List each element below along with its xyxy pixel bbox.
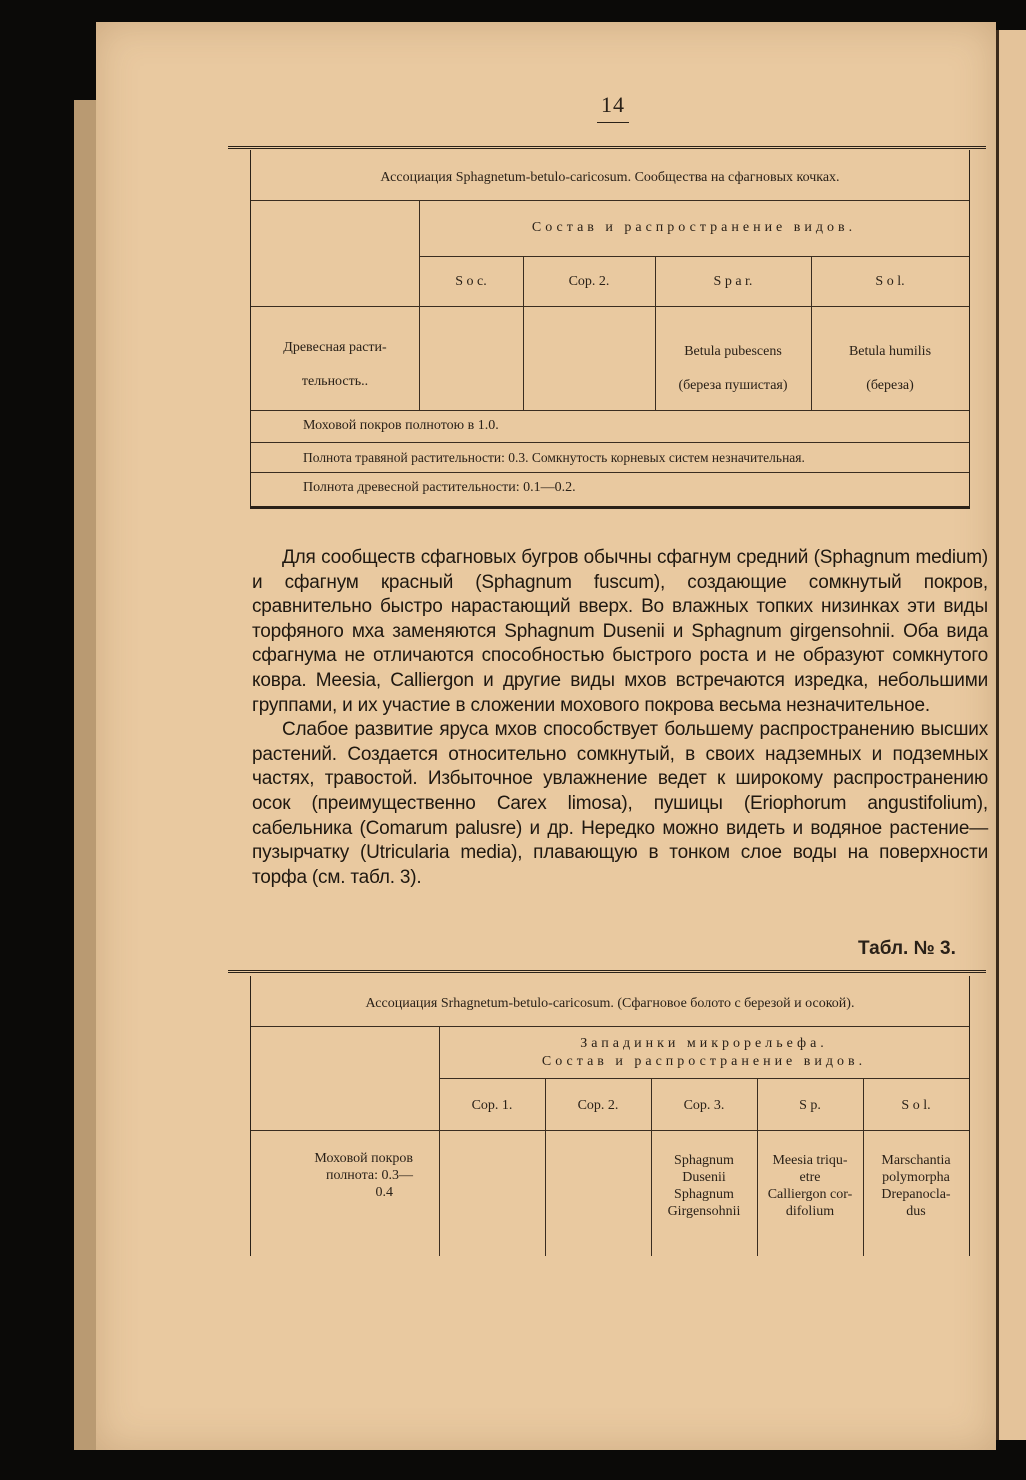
table1-rule bbox=[251, 200, 969, 201]
table1-rule bbox=[251, 442, 969, 443]
table2-group-header-line2: Состав и распространение видов. bbox=[541, 1054, 867, 1069]
table2-rule bbox=[251, 1026, 969, 1027]
table1-caption: Ассоциация Sphagnetum-betulo-caricosum. Сообщества на сфагновых кочках. bbox=[380, 170, 840, 185]
table2 bbox=[250, 976, 970, 1256]
table2-sol-cell bbox=[863, 1152, 969, 1220]
table2-sol-line: polymorpha bbox=[882, 1170, 950, 1185]
table1-row-label-line2: тельность.. bbox=[301, 374, 369, 389]
table2-cop3-cell bbox=[651, 1152, 757, 1220]
table1-group-header: Состав и распространение видов. bbox=[531, 220, 857, 235]
table1-rule bbox=[251, 410, 969, 411]
table2-rule bbox=[439, 1078, 969, 1079]
table2-caption: Ассоциация Srhagnetum-betulo-caricosum. (Сфагновое болото с березой и осокой). bbox=[365, 996, 855, 1011]
table2-top-rule bbox=[228, 970, 986, 973]
table1-note-moss: Моховой покров полнотою в 1.0. bbox=[303, 418, 499, 433]
page-number: 14 bbox=[597, 92, 629, 123]
table1-spar-line1: Betula pubescens bbox=[684, 344, 782, 359]
table1-spar-line2: (береза пушистая) bbox=[678, 378, 788, 393]
table1-col-sol: S o l. bbox=[875, 274, 905, 289]
table2-rule bbox=[251, 1130, 969, 1131]
table2-sp-cell bbox=[757, 1152, 863, 1220]
table1-sol-line2: (береза) bbox=[866, 378, 914, 393]
table2-group-header-line1: Западинки микрорельефа. bbox=[580, 1036, 828, 1051]
table2-col-sp: S p. bbox=[799, 1098, 821, 1113]
paragraph-1: Для сообществ сфагновых бугров обычны сфагнум средний (Sphagnum medium) и сфагнум красный (Sphagnum fuscum), создающие сомкнутый покров, сравнительно быстро нарастающий вверх. Во влажных топких низинках эти виды торфяного мха заменяются Sphagnum Dusenii и Sphagnum girgensohnii. Оба вида сфагнума не отличаются способностью быстрого роста и не образуют сомкнутого ковра. Meesia, Calliergon и другие виды мхов встречаются изредка, небольшими группами, и их участие в сложении мохового покрова весьма незначительное. bbox=[252, 547, 988, 716]
table1-sol-line1: Betula humilis bbox=[848, 344, 932, 359]
table1-note-wood: Полнота древесной растительности: 0.1—0.2. bbox=[303, 480, 576, 495]
table2-sp-line: etre bbox=[799, 1170, 821, 1185]
paragraph-2: Слабое развитие яруса мхов способствует большему распространению высших растений. Создается относительно сомкнутый, в своих надземных и подземных частях, травостой. Избыточное увлажнение ведет к широкому распространению осок (преимущественно Carex limosa), пушицы (Eriophorum angustifolium), сабельника (Comarum palusre) и др. Нередко можно видеть и водяное растение—пузырчатку (Utricularia media), плавающую в тонком слое воды на поверхности торфа (см. табл. 3). bbox=[252, 719, 988, 888]
table1-rule bbox=[419, 256, 969, 257]
next-page-edge bbox=[996, 30, 1026, 1440]
table2-sol-line: dus bbox=[906, 1204, 926, 1219]
table2-col-cop3: Cop. 3. bbox=[683, 1098, 725, 1113]
table2-col-cop1: Cop. 1. bbox=[471, 1098, 513, 1113]
table2-cop3-line: Girgensohnii bbox=[667, 1204, 741, 1219]
table1-top-rule bbox=[228, 146, 986, 149]
table2-sp-line: Meesia triqu- bbox=[772, 1153, 848, 1168]
table1-col-spar: S p a r. bbox=[713, 274, 753, 289]
table2-label: Табл. № 3. bbox=[858, 938, 956, 959]
table2-row-label-line1: Моховой покров bbox=[314, 1151, 413, 1166]
table1-row-label-line1: Древесная расти- bbox=[283, 340, 387, 355]
table2-cop3-line: Sphagnum bbox=[674, 1153, 734, 1168]
table1-rule bbox=[251, 472, 969, 473]
table2-sp-line: Calliergon cor- bbox=[767, 1187, 853, 1202]
table2-row-label-line2: полнота: 0.3— bbox=[326, 1168, 413, 1183]
table1-col-soc: S o c. bbox=[455, 274, 487, 289]
table2-sol-line: Marschantia bbox=[881, 1153, 951, 1168]
table1-col-cop2: Cop. 2. bbox=[568, 274, 610, 289]
table2-sol-line: Drepanocla- bbox=[881, 1187, 951, 1202]
table2-row-label-line3: 0.4 bbox=[375, 1185, 393, 1200]
table2-cop3-line: Sphagnum bbox=[674, 1187, 734, 1202]
table2-col-sol: S o l. bbox=[901, 1098, 931, 1113]
table2-col-cop2: Cop. 2. bbox=[577, 1098, 619, 1113]
table2-cop3-line: Dusenii bbox=[682, 1170, 726, 1185]
table1-rule bbox=[251, 306, 969, 307]
table1 bbox=[250, 150, 970, 509]
body-text bbox=[252, 546, 988, 890]
table2-sp-line: difolium bbox=[785, 1204, 835, 1219]
table1-note-herb: Полнота травяной растительности: 0.3. Сомкнутость корневых систем незначительная. bbox=[303, 450, 805, 465]
